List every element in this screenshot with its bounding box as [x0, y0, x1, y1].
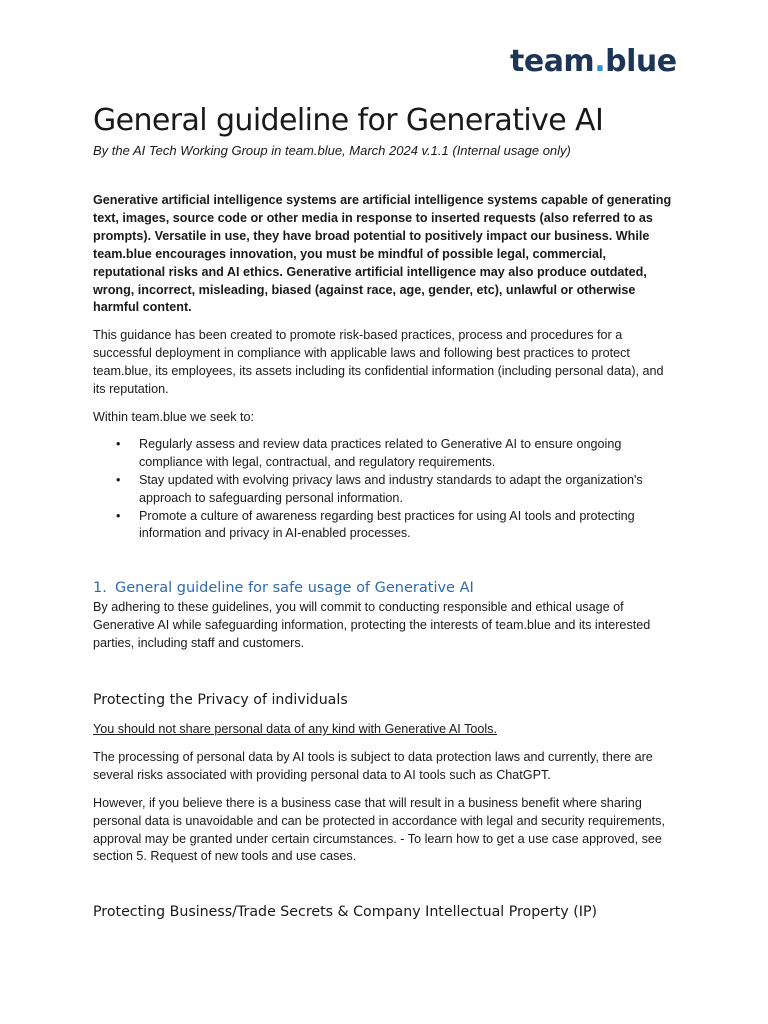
section-1-body: By adhering to these guidelines, you will commit to conducting responsible and ethical usage of Generative AI while safeguarding information, protecting the interests of team.blue and its interested parties, including staff and customers.	[93, 600, 651, 651]
logo-text-blue: blue	[605, 44, 677, 79]
purpose-paragraph: This guidance has been created to promote risk-based practices, process and procedures for a successful deployment in compliance with applicable laws and following best practices to protect team.blue, its employees, its assets including its confidential information (including personal data), and its reputation.	[93, 328, 664, 397]
bullet-icon: •	[116, 436, 121, 451]
document-body	[93, 102, 678, 921]
list-item	[116, 508, 678, 544]
section-heading-text: General guideline for safe usage of Generative AI	[115, 580, 474, 597]
privacy-paragraph-2: However, if you believe there is a business case that will result in a business benefit where sharing personal data is unavoidable and can be protected in accordance with legal and security requirements, approval may be granted under certain circumstances. - To learn how to get a use case approved, see section 5. Request of new tools and use cases.	[93, 795, 665, 864]
privacy-paragraph-1: The processing of personal data by AI tools is subject to data protection laws and currently, there are several risks associated with providing personal data to AI tools such as ChatGPT.	[93, 749, 653, 782]
secrets-heading: Protecting Business/Trade Secrets & Company Intellectual Property (IP)	[93, 904, 598, 921]
document-title: General guideline for Generative AI	[93, 103, 604, 138]
list-item-text: Stay updated with evolving privacy laws and industry standards to adapt the organization's approach to safeguarding personal information.	[139, 472, 643, 505]
list-item-text: Regularly assess and review data practices related to Generative AI to ensure ongoing compliance with legal, contractual, and regulatory requirements.	[139, 436, 622, 469]
intro-paragraph: Generative artificial intelligence systems are artificial intelligence systems capable of generating text, images, source code or other media in response to inserted requests (also referred to as prompts). Versatile in use, they have broad potential to positively impact our business. While team.blue encourages innovation, you must be mindful of possible legal, commercial, reputational risks and AI ethics. Generative artificial intelligence may also produce outdated, wrong, incorrect, misleading, biased (against race, age, gender, etc), unlawful or otherwise harmful content.	[93, 193, 672, 315]
team-blue-logo	[510, 44, 677, 80]
logo-dot: .	[594, 44, 606, 79]
section-number: 1.	[93, 580, 107, 597]
list-item	[116, 436, 678, 472]
list-item	[116, 472, 678, 508]
goals-list	[93, 436, 678, 543]
seek-intro: Within team.blue we seek to:	[93, 409, 254, 424]
privacy-rule: You should not share personal data of any kind with Generative AI Tools.	[93, 722, 497, 737]
privacy-heading: Protecting the Privacy of individuals	[93, 692, 348, 709]
list-item-text: Promote a culture of awareness regarding best practices for using AI tools and protecting information and privacy in AI-enabled processes.	[139, 508, 635, 541]
document-subtitle: By the AI Tech Working Group in team.blue, March 2024 v.1.1 (Internal usage only)	[93, 143, 571, 158]
logo-text-team: team	[510, 44, 595, 79]
bullet-icon: •	[116, 508, 121, 523]
section-1-heading	[93, 579, 678, 597]
bullet-icon: •	[116, 472, 121, 487]
